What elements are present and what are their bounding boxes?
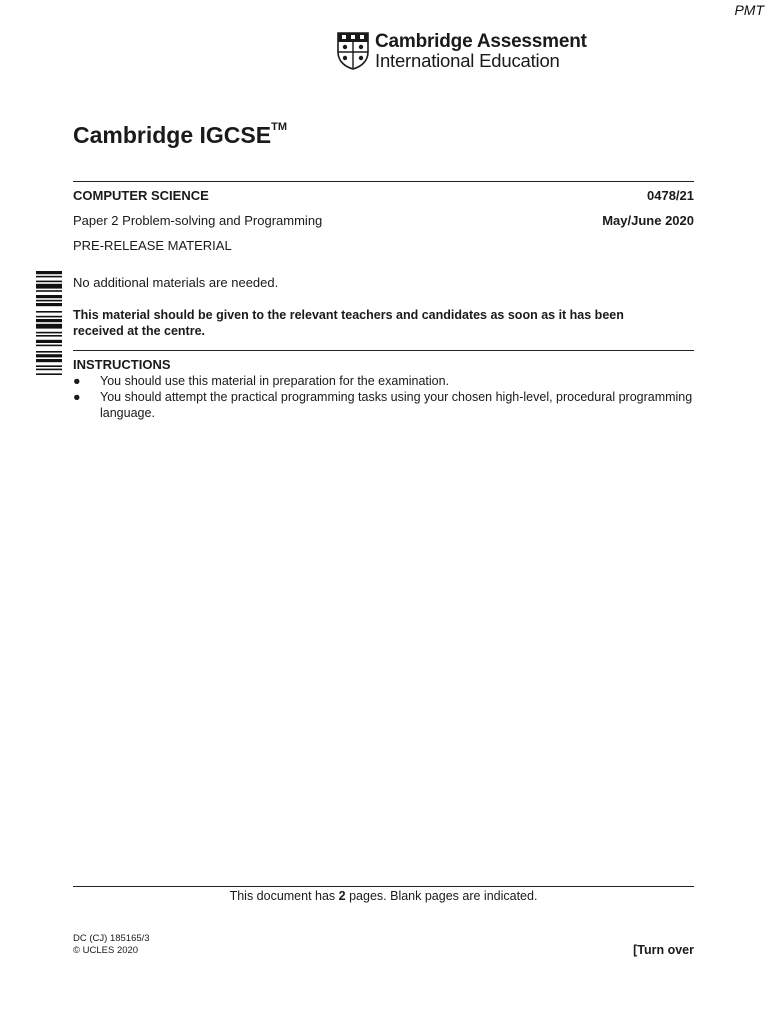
barcode-bar [36,295,62,298]
barcode-bar [36,373,62,375]
exam-session: May/June 2020 [602,213,694,228]
barcode-bar [36,359,62,362]
instructions-divider [73,350,694,351]
list-item [73,389,694,421]
barcode-bar [36,311,62,313]
page-count-suffix: pages. Blank pages are indicated. [345,889,538,903]
top-divider [73,181,694,182]
list-item [73,373,694,389]
paper-title: Paper 2 Problem-solving and Programming [73,213,323,228]
notice-text: This material should be given to the relevant teachers and candidates as soon as it has been received at the centre. [73,308,624,338]
turn-over: [Turn over [633,943,694,957]
barcode-bar [36,365,62,367]
document-code-block [73,933,150,957]
bullet: ● [73,390,81,404]
paper-row [73,213,694,228]
copyright: © UCLES 2020 [73,945,139,956]
subject-code: 0478/21 [647,188,694,203]
document-code: DC (CJ) 185165/3 [73,933,150,944]
barcode-bar [36,351,62,353]
page-count-prefix: This document has [229,889,339,903]
pmt-tag: PMT [734,2,764,18]
barcode-bar [36,284,62,289]
subject-row [73,188,694,203]
instruction-text: You should attempt the practical programming tasks using your chosen high-level, procedural programming language. [100,390,693,420]
cambridge-shield-icon [337,32,369,70]
bullet: ● [73,374,81,388]
barcode-bar [36,324,62,329]
barcode-bar [36,319,62,322]
footer-divider [73,886,694,887]
barcode-bar [36,271,62,274]
barcode-bar [36,340,62,343]
barcode [30,271,64,411]
barcode-bar [36,316,62,318]
instruction-text: You should use this material in preparation for the examination. [100,374,450,388]
barcode-bar [36,332,62,334]
barcode-bar [36,354,62,357]
material-type: PRE-RELEASE MATERIAL [73,238,232,253]
materials-note: No additional materials are needed. [73,275,279,290]
instructions-heading: INSTRUCTIONS [73,357,171,372]
barcode-bar [36,276,62,278]
barcode-bar [36,303,62,306]
barcode-bar [36,290,62,292]
document-title [73,122,287,149]
page-count-note [73,889,694,903]
barcode-bar [36,335,62,337]
barcode-bar [36,345,62,347]
subject-name: COMPUTER SCIENCE [73,188,209,203]
cambridge-logo [337,32,587,70]
logo-line-1: Cambridge Assessment [375,31,587,52]
page-count: 2 [338,889,346,903]
barcode-bar [36,369,62,371]
trademark: TM [271,121,287,134]
instructions-list [73,373,694,421]
logo-line-2: International Education [375,50,560,71]
barcode-bar [36,300,62,302]
title-text: Cambridge IGCSE [73,122,272,148]
barcode-bar [36,281,62,283]
